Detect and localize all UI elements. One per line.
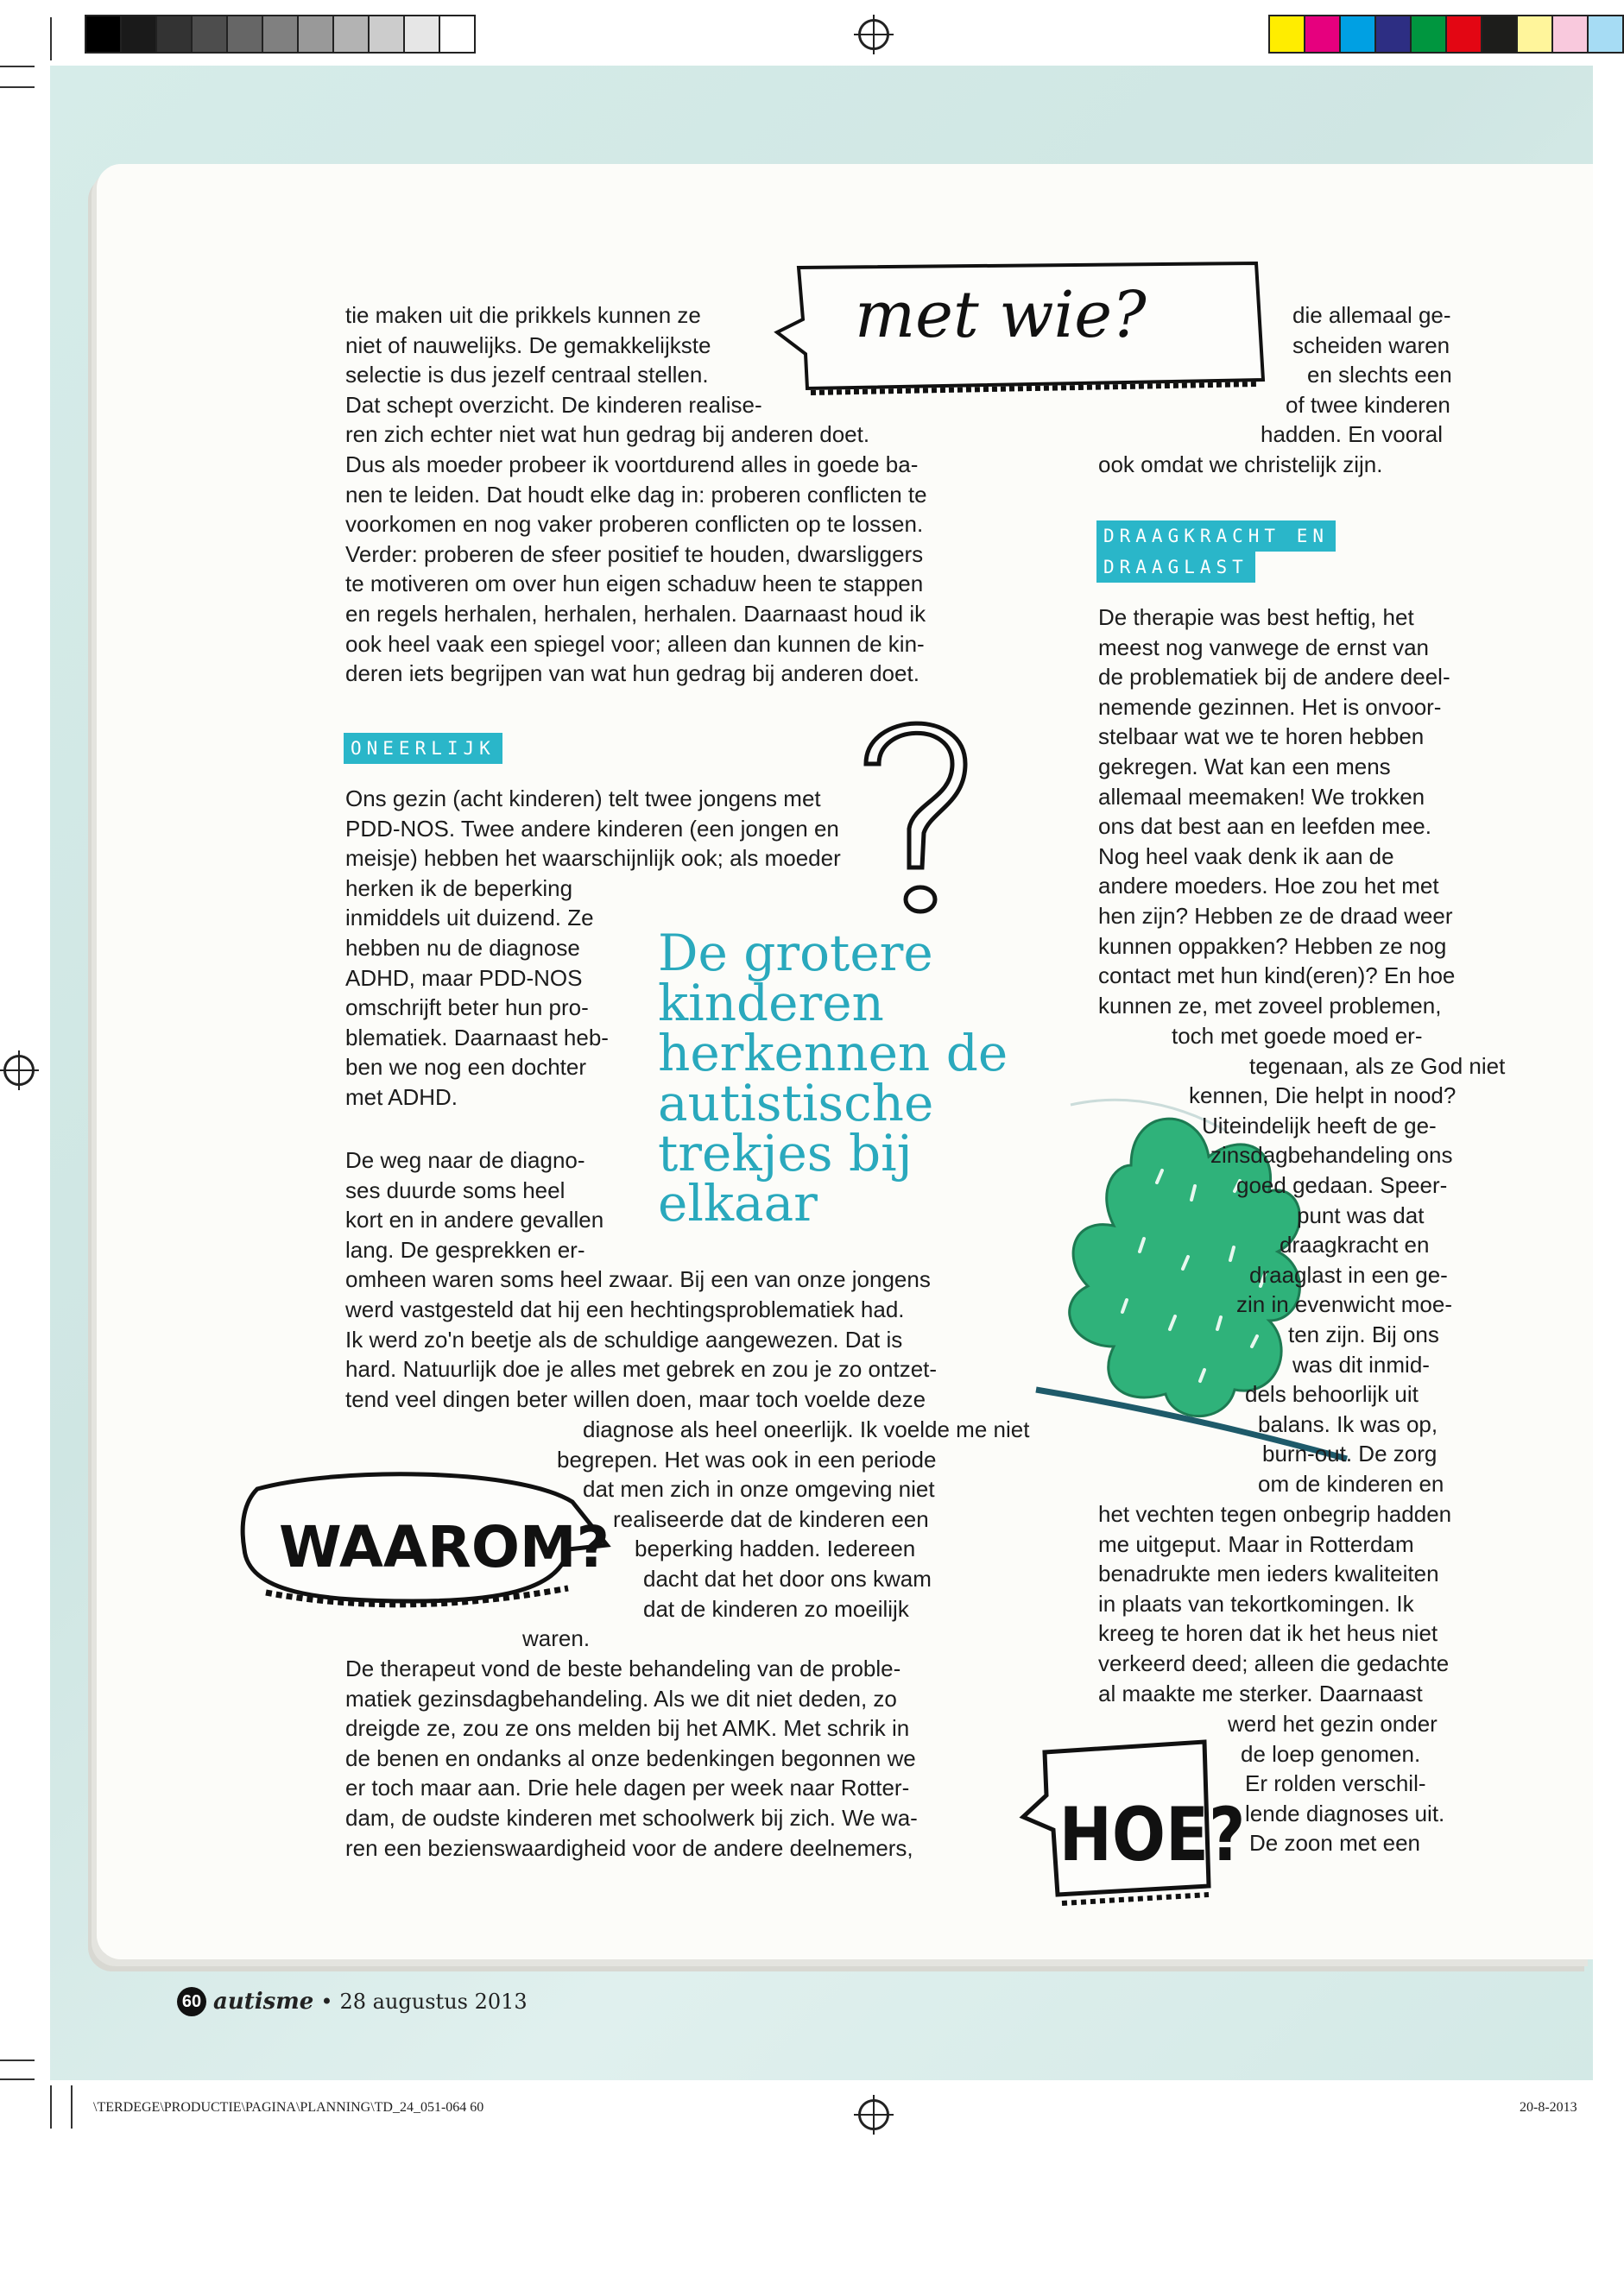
text-line: was dit inmid- [1292, 1351, 1430, 1378]
text-line: dreigde ze, zou ze ons melden bij het AMK. Met schrik in [345, 1715, 910, 1742]
issue-date: 28 augustus 2013 [339, 1990, 528, 2014]
registration-mark-icon [858, 2099, 889, 2130]
text-line: meest nog vanwege de ernst van [1098, 634, 1430, 660]
text-line: Ons gezin (acht kinderen) telt twee jongens met [345, 785, 821, 811]
text-line: dels behoorlijk uit [1245, 1381, 1419, 1408]
text-line: ons dat best aan en leefden mee. [1098, 813, 1431, 840]
text-line: kunnen ze, met zoveel problemen, [1098, 992, 1442, 1019]
body-paragraph [1098, 602, 1455, 1020]
text-line: zinsdagbehandeling ons [1210, 1142, 1453, 1169]
text-line: hadden. En vooral [1261, 421, 1444, 448]
text-line: werd vastgesteld dat hij een hechtingsproblematiek had. [345, 1296, 905, 1322]
text-line: begrepen. Het was ook in een periode [557, 1446, 937, 1473]
text-line: om de kinderen en [1258, 1470, 1444, 1497]
text-line: ADHD, maar PDD-NOS [345, 964, 583, 991]
color-swatch [299, 16, 334, 52]
text-line: ren zich echter niet wat hun gedrag bij anderen doet. [345, 421, 870, 448]
text-line: hard. Natuurlijk doe je alles met gebrek en zou je zo ontzet- [345, 1356, 938, 1383]
gray-calibration-bar [85, 15, 476, 54]
text-line: andere moeders. Hoe zou het met [1098, 873, 1439, 899]
text-line: zin in evenwicht moe- [1236, 1291, 1452, 1318]
color-swatch [1553, 16, 1589, 52]
body-paragraph [345, 300, 927, 689]
magazine-name: autisme [213, 1989, 314, 2015]
waarom-text: WAAROM? [279, 1514, 610, 1580]
text-line: deren iets begrijpen van wat hun gedrag bij anderen doet. [345, 660, 919, 687]
text-line: en regels herhalen, herhalen, herhalen. Daarnaast houd ik [345, 600, 926, 627]
text-line: diagnose als heel oneerlijk. Ik voelde me niet [583, 1416, 1030, 1442]
page-footer [177, 1987, 528, 2016]
text-line: tegenaan, als ze God niet [1249, 1052, 1506, 1079]
body-paragraph [1098, 300, 1452, 480]
text-line: dacht dat het door ons kwam [643, 1565, 932, 1592]
color-swatch [370, 16, 405, 52]
text-line: PDD-NOS. Twee andere kinderen (een jongen en [345, 815, 839, 842]
section-heading-line: DRAAGKRACHT EN [1096, 520, 1336, 552]
text-line: lang. De gesprekken er- [345, 1236, 585, 1263]
text-line: omheen waren soms heel zwaar. Bij een van onze jongens [345, 1266, 931, 1293]
text-line: balans. Ik was op, [1258, 1410, 1438, 1437]
text-line: De zoon met een [1249, 1830, 1421, 1857]
print-slug-path: \TERDEGE\PRODUCTIE\PAGINA\PLANNING\TD_24_051-064 60 [93, 2100, 484, 2115]
text-line: lende diagnoses uit. [1245, 1800, 1445, 1826]
color-swatch [1518, 16, 1553, 52]
hoe-text: HOE? [1058, 1791, 1246, 1878]
text-line: stelbaar wat we te horen hebben [1098, 723, 1425, 750]
text-line: omschrijft beter hun pro- [345, 994, 589, 1021]
text-line: realiseerde dat de kinderen een [613, 1505, 929, 1532]
pull-quote-line: herkennen de [658, 1024, 1008, 1082]
section-heading-oneerlijk: ONEERLIJK [344, 733, 502, 764]
text-line: inmiddels uit duizend. Ze [345, 905, 594, 931]
text-line: me uitgeput. Maar in Rotterdam [1098, 1530, 1414, 1557]
text-line: allemaal meemaken! We trokken [1098, 783, 1425, 810]
body-paragraph [1098, 1709, 1444, 1858]
text-line: Verder: proberen de sfeer positief te houden, dwarsliggers [345, 540, 924, 567]
text-line: te motiveren om over hun eigen schaduw heen te stappen [345, 571, 924, 597]
color-swatch [157, 16, 193, 52]
text-line: kennen, Die helpt in nood? [1189, 1082, 1457, 1109]
body-paragraph [345, 1415, 1029, 1654]
text-line: matiek gezinsdagbehandeling. Als we dit niet deden, zo [345, 1685, 897, 1712]
body-paragraph [345, 1654, 918, 1863]
pull-quote-line: elkaar [658, 1174, 818, 1233]
text-line: ook omdat we christelijk zijn. [1098, 451, 1383, 477]
text-line: tend veel dingen beter willen doen, maar toch voelde deze [345, 1385, 926, 1412]
text-line: kunnen oppakken? Hebben ze nog [1098, 932, 1447, 959]
color-swatch [1482, 16, 1518, 52]
pull-quote-line: De grotere [658, 924, 933, 982]
text-line: Er rolden verschil- [1245, 1770, 1426, 1797]
text-line: verkeerd deed; alleen die gedachte [1098, 1649, 1450, 1676]
text-line: Dat schept overzicht. De kinderen realise- [345, 391, 762, 418]
text-line: scheiden waren [1292, 331, 1450, 358]
text-line: draagkracht en [1280, 1232, 1430, 1258]
color-swatch [1447, 16, 1482, 52]
text-line: Ik werd zo'n beetje als de schuldige aangewezen. Dat is [345, 1326, 903, 1353]
section-heading-line: DRAAGLAST [1096, 552, 1255, 583]
text-line: het vechten tegen onbegrip hadden [1098, 1501, 1452, 1527]
text-line: selectie is dus jezelf centraal stellen. [345, 362, 709, 388]
text-line: de loep genomen. [1241, 1740, 1421, 1767]
text-line: benadrukte men ieders kwaliteiten [1098, 1561, 1439, 1587]
pull-quote-line: autistische [658, 1074, 934, 1132]
color-swatch [228, 16, 263, 52]
print-slug-date: 20-8-2013 [1520, 2100, 1577, 2115]
text-line: ten zijn. Bij ons [1288, 1321, 1439, 1347]
crop-mark [0, 66, 35, 67]
text-line: draaglast in een ge- [1249, 1261, 1448, 1288]
text-line: die allemaal ge- [1292, 302, 1451, 328]
text-line: dat de kinderen zo moeilijk [643, 1595, 909, 1622]
color-swatch [1270, 16, 1305, 52]
text-line: tie maken uit die prikkels kunnen ze [345, 302, 701, 328]
pull-quote-line: trekjes bij [658, 1124, 913, 1183]
text-line: Dus als moeder probeer ik voortdurend alles in goede ba- [345, 451, 919, 477]
color-swatch [193, 16, 228, 52]
text-line: niet of nauwelijks. De gemakkelijkste [345, 331, 711, 358]
text-line: werd het gezin onder [1228, 1711, 1438, 1737]
color-swatch [1589, 16, 1622, 52]
text-line: er toch maar aan. Drie hele dagen per week naar Rotter- [345, 1775, 910, 1801]
text-line: ses duurde soms heel [345, 1176, 566, 1203]
text-line: punt was dat [1297, 1202, 1425, 1228]
text-line: dam, de oudste kinderen met schoolwerk bij zich. We wa- [345, 1804, 918, 1831]
text-line: in plaats van tekortkomingen. Ik [1098, 1590, 1414, 1617]
text-line: Uiteindelijk heeft de ge- [1202, 1112, 1437, 1139]
text-line: kort en in andere gevallen [345, 1207, 604, 1233]
text-line: al maakte me sterker. Daarnaast [1098, 1680, 1423, 1706]
text-line: meisje) hebben het waarschijnlijk ook; als moeder [345, 845, 841, 872]
text-line: herken ik de beperking [345, 874, 573, 901]
text-line: voorkomen en nog vaker proberen conflicten op te lossen. [345, 511, 924, 538]
color-swatch [1376, 16, 1412, 52]
color-swatch [1341, 16, 1376, 52]
color-swatch [334, 16, 370, 52]
text-line: nemende gezinnen. Het is onvoor- [1098, 693, 1442, 720]
color-swatch [440, 16, 474, 52]
text-line: waren. [522, 1625, 591, 1652]
text-line: ben we nog een dochter [345, 1054, 586, 1081]
page-number: 60 [177, 1987, 206, 2016]
color-swatch [122, 16, 157, 52]
crop-mark [0, 86, 35, 88]
text-line: nen te leiden. Dat houdt elke dag in: proberen conflicten te [345, 481, 927, 508]
crop-mark [0, 2059, 35, 2061]
text-line: beperking hadden. Iedereen [635, 1536, 916, 1562]
text-line: toch met goede moed er- [1172, 1023, 1423, 1049]
question-mark-icon [862, 716, 965, 924]
text-line: hebben nu de diagnose [345, 934, 580, 961]
met-wie-text: met wie? [855, 278, 1147, 352]
crop-mark [50, 17, 52, 60]
text-line: of twee kinderen [1286, 391, 1450, 418]
pull-quote [658, 924, 1008, 1233]
text-line: ren een bezienswaardigheid voor de andere deelnemers, [345, 1834, 913, 1861]
text-line: ook heel vaak een spiegel voor; alleen dan kunnen de kin- [345, 630, 925, 657]
section-heading-draagkracht [1096, 520, 1336, 583]
color-swatch [1412, 16, 1447, 52]
crop-mark [71, 2085, 73, 2129]
text-line: De weg naar de diagno- [345, 1147, 585, 1173]
text-line: De therapie was best heftig, het [1098, 604, 1414, 630]
text-line: blematiek. Daarnaast heb- [345, 1024, 609, 1050]
registration-mark-icon [3, 1055, 35, 1086]
text-line: hen zijn? Hebben ze de draad weer [1098, 902, 1453, 929]
text-line: en slechts een [1307, 362, 1452, 388]
color-swatch [86, 16, 122, 52]
text-line: de problematiek bij de andere deel- [1098, 664, 1450, 691]
text-line: contact met hun kind(eren)? En hoe [1098, 962, 1456, 989]
registration-mark-icon [858, 19, 889, 50]
body-paragraph [1098, 1499, 1451, 1708]
color-calibration-bar [1268, 15, 1624, 54]
footer-bullet: • [320, 1990, 333, 2014]
pull-quote-line: kinderen [658, 974, 884, 1032]
text-line: kreeg te horen dat ik het heus niet [1098, 1620, 1438, 1647]
text-line: Nog heel vaak denk ik aan de [1098, 842, 1394, 869]
color-swatch [1305, 16, 1341, 52]
crop-mark [0, 2078, 35, 2080]
text-line: met ADHD. [345, 1083, 458, 1110]
text-line: goed gedaan. Speer- [1236, 1171, 1448, 1198]
text-line: gekregen. Wat kan een mens [1098, 753, 1391, 779]
text-line: dat men zich in onze omgeving niet [583, 1476, 935, 1503]
color-swatch [405, 16, 440, 52]
text-line: burn-out. De zorg [1262, 1441, 1438, 1467]
color-swatch [263, 16, 299, 52]
body-paragraph [1098, 1021, 1505, 1499]
crop-mark [50, 2085, 52, 2129]
text-line: de benen en ondanks al onze bedenkingen begonnen we [345, 1744, 916, 1771]
text-line: De therapeut vond de beste behandeling van de proble- [345, 1656, 901, 1681]
